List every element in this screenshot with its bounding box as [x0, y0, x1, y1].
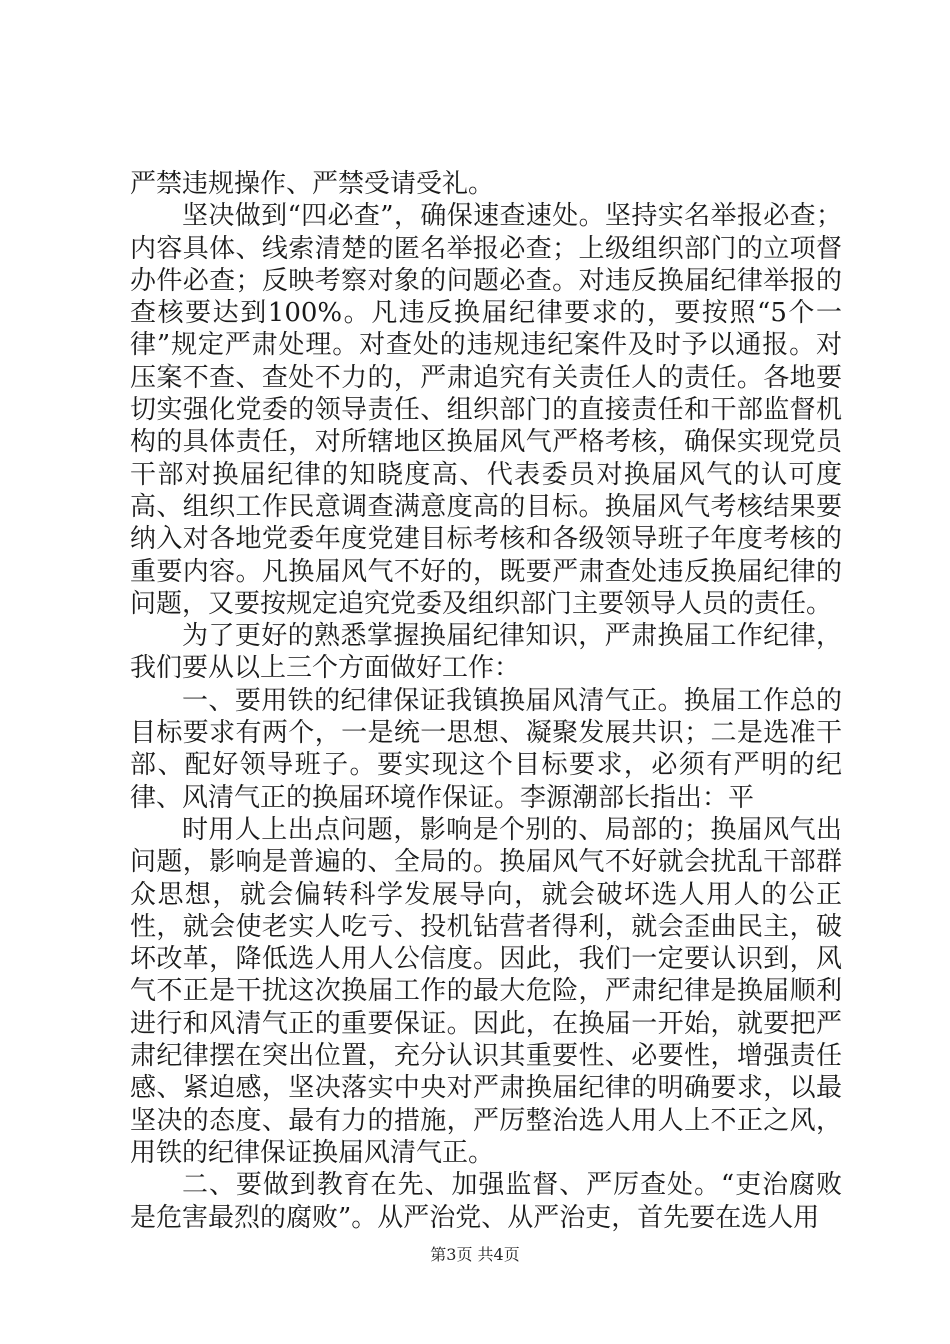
paragraph-2: 坚决做到“四必查”，确保速查速处。坚持实名举报必查；内容具体、线索清楚的匿名举报必查；上级组织部门的立项督办件必查；反映考察对象的问题必查。对违反换届纪律举报的查核要达到100%。凡违反换届纪律要求的，要按照“5个一律”规定严肃处理。对查处的违规违纪案件及时予以通报。对压案不查、查处不力的，严肃追究有关责任人的责任。各地要切实强化党委的领导责任、组织部门的直接责任和干部监督机构的具体责任，对所辖地区换届风气严格考核，确保实现党员干部对换届纪律的知晓度高、代表委员对换届风气的认可度高、组织工作民意调查满意度高的目标。换届风气考核结果要纳入对各地党委年度党建目标考核和各级领导班子年度考核的重要内容。凡换届风气不好的，既要严肃查处违反换届纪律的问题，又要按规定追究党委及组织部门主要领导人员的责任。 [130, 201, 842, 619]
paragraph-6: 二、要做到教育在先、加强监督、严厉查处。“吏治腐败是危害最烈的腐败”。从严治党、从严治吏，首先要在选人用 [130, 1170, 842, 1233]
paragraph-4: 一、要用铁的纪律保证我镇换届风清气正。换届工作总的目标要求有两个，一是统一思想、凝聚发展共识；二是选准干部、配好领导班子。要实现这个目标要求，必须有严明的纪律、风清气正的换届环境作保证。李源潮部长指出：平 [130, 685, 842, 813]
paragraph-1: 严禁违规操作、严禁受请受礼。 [130, 169, 495, 199]
paragraph-5: 时用人上出点问题，影响是个别的、局部的；换届风气出问题，影响是普遍的、全局的。换届风气不好就会扰乱干部群众思想，就会偏转科学发展导向，就会破坏选人用人的公正性，就会使老实人吃亏、投机钻营者得利，就会歪曲民主，破坏改革，降低选人用人公信度。因此，我们一定要认识到，风气不正是干扰这次换届工作的最大危险，严肃纪律是换届顺利进行和风清气正的重要保证。因此，在换届一开始，就要把严肃纪律摆在突出位置，充分认识其重要性、必要性，增强责任感、紧迫感，坚决落实中央对严肃换届纪律的明确要求，以最坚决的态度、最有力的措施，严厉整治选人用人上不正之风，用铁的纪律保证换届风清气正。 [130, 814, 842, 1168]
page-footer: 第3页 共4页 [430, 1245, 520, 1264]
paragraph-3: 为了更好的熟悉掌握换届纪律知识，严肃换届工作纪律，我们要从以上三个方面做好工作： [130, 621, 842, 684]
document-body [130, 168, 842, 1234]
